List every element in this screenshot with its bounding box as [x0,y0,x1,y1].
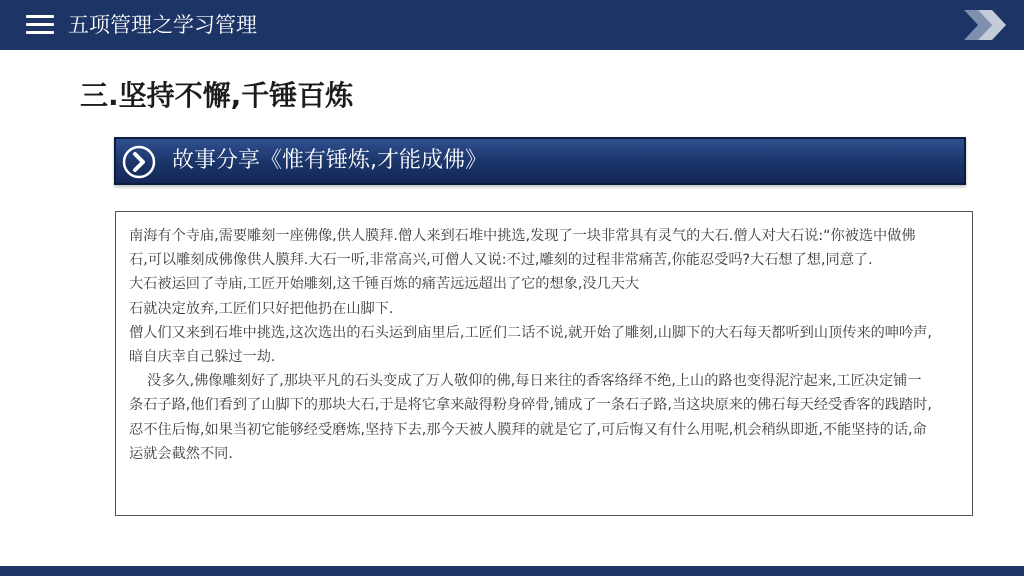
section-heading: 三.坚持不懈,千锤百炼 [80,79,354,112]
story-line: 运就会截然不同. [129,445,233,462]
story-banner [114,137,966,185]
story-line: 南海有个寺庙,需要雕刻一座佛像,供人膜拜.僧人来到石堆中挑选,发现了一块非常具有灵气的大石.僧人对大石说:“你被选中做佛 [129,228,916,244]
story-line: 暗自庆幸自己躲过一劫. [129,349,276,366]
circle-chevron-right-icon [122,145,156,179]
bottom-footer-bar [0,566,1024,576]
double-chevron-right-icon[interactable] [960,8,1008,42]
story-text-box [115,211,973,516]
story-line: 忍不住后悔,如果当初它能够经受磨炼,坚持下去,那今天被人膜拜的就是它了,可后悔又有什么用呢,机会稍纵即逝,不能坚持的话,命 [129,421,927,438]
banner-label: 故事分享《惟有锤炼,才能成佛》 [172,148,487,173]
story-line: 条石子路,他们看到了山脚下的那块大石,于是将它拿来敲得粉身碎骨,铺成了一条石子路,当这块原来的佛石每天经受香客的践踏时, [129,397,932,414]
story-line: 石就决定放弃,工匠们只好把他扔在山脚下. [129,300,394,317]
hamburger-menu-icon[interactable] [26,15,54,35]
story-line: 大石被运回了寺庙,工匠开始雕刻,这千锤百炼的痛苦远远超出了它的想象,没几天大 [129,276,640,293]
top-header-bar [0,0,1024,50]
header-title: 五项管理之学习管理 [68,13,257,37]
story-line: 僧人们又来到石堆中挑选,这次选出的石头运到庙里后,工匠们二话不说,就开始了雕刻,山脚下的大石每天都听到山顶传来的呻吟声, [129,324,932,341]
story-line: 石,可以雕刻成佛像供人膜拜.大石一听,非常高兴,可僧人又说:不过,雕刻的过程非常痛苦,你能忍受吗?大石想了想,同意了. [129,252,873,269]
story-text [129,224,961,466]
story-line: 没多久,佛像雕刻好了,那块平凡的石头变成了万人敬仰的佛,每日来往的香客络绎不绝,上山的路也变得泥泞起来,工匠决定铺一 [129,373,922,390]
